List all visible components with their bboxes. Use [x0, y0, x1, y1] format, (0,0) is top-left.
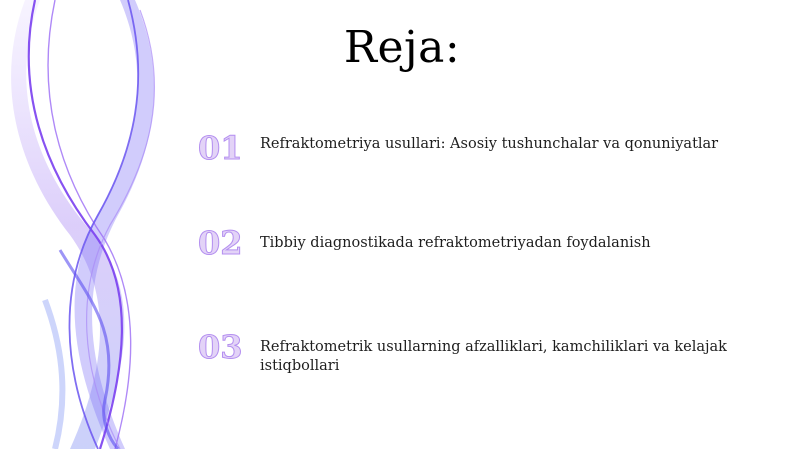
item-number: 02 [198, 224, 243, 262]
item-text: Refraktometriya usullari: Asosiy tushunchalar va qonuniyatlar [260, 136, 719, 152]
slide-title: Reja: [343, 22, 461, 73]
item-number: 01 [198, 129, 243, 167]
item-text: Tibbiy diagnostikada refraktometriyadan foydalanish [260, 235, 651, 251]
item-number: 03 [198, 328, 243, 366]
item-text: Refraktometrik usullarning afzalliklari, kamchiliklari va kelajak istiqbollari [260, 339, 727, 374]
